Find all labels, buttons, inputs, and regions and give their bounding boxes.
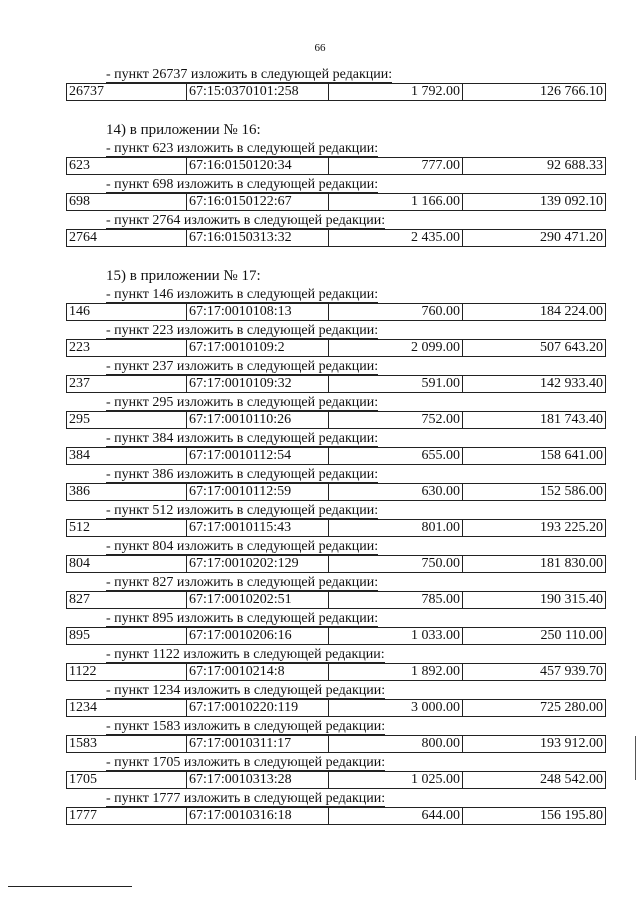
amendment-note <box>66 359 606 375</box>
table-row <box>66 555 606 573</box>
amendment-note <box>66 755 606 771</box>
area-cell: 777.00 <box>329 158 463 174</box>
cadastral-number-cell: 67:17:0010109:32 <box>187 376 329 392</box>
amendment-note-text: - пункт 623 изложить в следующей редакции: <box>106 141 379 156</box>
section-heading: 15) в приложении № 17: <box>106 268 261 284</box>
item-number-cell: 2764 <box>67 230 187 246</box>
document-body <box>66 67 606 827</box>
area-cell: 630.00 <box>329 484 463 500</box>
area-cell: 785.00 <box>329 592 463 608</box>
table-row <box>66 229 606 247</box>
amendment-note-text: - пункт 1777 изложить в следующей редакции: <box>106 791 386 806</box>
amendment-note <box>66 431 606 447</box>
cadastral-number-cell: 67:17:0010112:54 <box>187 448 329 464</box>
table-row <box>66 375 606 393</box>
amendment-note <box>66 213 606 229</box>
value-cell: 725 280.00 <box>540 700 603 715</box>
cadastral-number-cell: 67:17:0010112:59 <box>187 484 329 500</box>
area-cell: 2 099.00 <box>329 340 463 356</box>
cadastral-number-cell: 67:17:0010214:8 <box>187 664 329 680</box>
item-number-cell: 237 <box>67 376 187 392</box>
item-number-cell: 146 <box>67 304 187 320</box>
cadastral-number-cell: 67:17:0010110:26 <box>187 412 329 428</box>
area-cell: 1 792.00 <box>329 84 463 100</box>
area-cell: 800.00 <box>329 736 463 752</box>
cadastral-number-cell: 67:17:0010313:28 <box>187 772 329 788</box>
area-cell: 1 025.00 <box>329 772 463 788</box>
table-row <box>66 699 606 717</box>
value-cell: 248 542.00 <box>540 772 603 787</box>
amendment-note-text: - пункт 1583 изложить в следующей редакции: <box>106 719 386 734</box>
table-row <box>66 771 606 789</box>
table-row <box>66 157 606 175</box>
amendment-note-text: - пункт 384 изложить в следующей редакции: <box>106 431 379 446</box>
section-gap <box>66 103 606 121</box>
item-number-cell: 386 <box>67 484 187 500</box>
item-number-cell: 384 <box>67 448 187 464</box>
table-row <box>66 447 606 465</box>
value-cell: 457 939.70 <box>540 664 603 679</box>
item-number-cell: 804 <box>67 556 187 572</box>
amendment-note-text: - пункт 237 изложить в следующей редакции: <box>106 359 379 374</box>
amendment-note <box>66 177 606 193</box>
value-cell: 184 224.00 <box>540 304 603 319</box>
cadastral-number-cell: 67:17:0010220:119 <box>187 700 329 716</box>
amendment-note <box>66 683 606 699</box>
area-cell: 1 892.00 <box>329 664 463 680</box>
area-cell: 801.00 <box>329 520 463 536</box>
amendment-note <box>66 503 606 519</box>
table-row <box>66 411 606 429</box>
amendment-note <box>66 719 606 735</box>
area-cell: 760.00 <box>329 304 463 320</box>
amendment-note-text: - пункт 1122 изложить в следующей редакции: <box>106 647 385 662</box>
area-cell: 752.00 <box>329 412 463 428</box>
amendment-note-text: - пункт 512 изложить в следующей редакции: <box>106 503 379 518</box>
amendment-note <box>66 467 606 483</box>
value-cell: 290 471.20 <box>540 230 603 245</box>
page-number: 66 <box>314 42 326 54</box>
amendment-note-text: - пункт 895 изложить в следующей редакции: <box>106 611 379 626</box>
area-cell: 644.00 <box>329 808 463 824</box>
table-row <box>66 735 606 753</box>
amendment-note <box>66 67 606 83</box>
cadastral-number-cell: 67:16:0150122:67 <box>187 194 329 210</box>
footnote-divider <box>8 886 132 887</box>
item-number-cell: 895 <box>67 628 187 644</box>
section-gap <box>66 249 606 267</box>
area-cell: 2 435.00 <box>329 230 463 246</box>
item-number-cell: 698 <box>67 194 187 210</box>
amendment-note-text: - пункт 386 изложить в следующей редакции: <box>106 467 379 482</box>
cadastral-number-cell: 67:17:0010202:129 <box>187 556 329 572</box>
table-row <box>66 663 606 681</box>
amendment-note <box>66 539 606 555</box>
table-row <box>66 83 606 101</box>
item-number-cell: 1122 <box>67 664 187 680</box>
amendment-note-text: - пункт 1234 изложить в следующей редакции: <box>106 683 386 698</box>
area-cell: 1 166.00 <box>329 194 463 210</box>
item-number-cell: 1705 <box>67 772 187 788</box>
item-number-cell: 223 <box>67 340 187 356</box>
area-cell: 750.00 <box>329 556 463 572</box>
item-number-cell: 1777 <box>67 808 187 824</box>
table-row <box>66 519 606 537</box>
amendment-note-text: - пункт 146 изложить в следующей редакции: <box>106 287 379 302</box>
cadastral-number-cell: 67:16:0150120:34 <box>187 158 329 174</box>
area-cell: 655.00 <box>329 448 463 464</box>
amendment-note <box>66 287 606 303</box>
table-row <box>66 627 606 645</box>
item-number-cell: 295 <box>67 412 187 428</box>
value-cell: 142 933.40 <box>540 376 603 391</box>
cadastral-number-cell: 67:17:0010206:16 <box>187 628 329 644</box>
table-row <box>66 483 606 501</box>
amendment-note-text: - пункт 223 изложить в следующей редакции: <box>106 323 379 338</box>
value-cell: 507 643.20 <box>540 340 603 355</box>
section-heading: 14) в приложении № 16: <box>106 122 261 138</box>
item-number-cell: 623 <box>67 158 187 174</box>
value-cell: 139 092.10 <box>540 194 603 209</box>
value-cell: 193 912.00 <box>540 736 603 751</box>
value-cell: 158 641.00 <box>540 448 603 463</box>
table-row <box>66 591 606 609</box>
amendment-note-text: - пункт 804 изложить в следующей редакции: <box>106 539 379 554</box>
cadastral-number-cell: 67:17:0010108:13 <box>187 304 329 320</box>
value-cell: 156 195.80 <box>540 808 603 823</box>
table-row <box>66 193 606 211</box>
value-cell: 190 315.40 <box>540 592 603 607</box>
table-row <box>66 339 606 357</box>
amendment-note <box>66 141 606 157</box>
amendment-note <box>66 575 606 591</box>
value-cell: 193 225.20 <box>540 520 603 535</box>
cadastral-number-cell: 67:17:0010202:51 <box>187 592 329 608</box>
amendment-note <box>66 791 606 807</box>
item-number-cell: 26737 <box>67 84 187 100</box>
value-cell: 181 743.40 <box>540 412 603 427</box>
value-cell: 181 830.00 <box>540 556 603 571</box>
amendment-note-text: - пункт 26737 изложить в следующей редакции: <box>106 67 393 82</box>
value-cell: 126 766.10 <box>540 84 603 99</box>
amendment-note <box>66 647 606 663</box>
table-row <box>66 303 606 321</box>
amendment-note-text: - пункт 827 изложить в следующей редакции: <box>106 575 379 590</box>
amendment-note <box>66 611 606 627</box>
amendment-note-text: - пункт 2764 изложить в следующей редакции: <box>106 213 386 228</box>
area-cell: 1 033.00 <box>329 628 463 644</box>
amendment-note <box>66 395 606 411</box>
cadastral-number-cell: 67:17:0010316:18 <box>187 808 329 824</box>
item-number-cell: 1234 <box>67 700 187 716</box>
item-number-cell: 1583 <box>67 736 187 752</box>
area-cell: 591.00 <box>329 376 463 392</box>
item-number-cell: 827 <box>67 592 187 608</box>
cadastral-number-cell: 67:17:0010311:17 <box>187 736 329 752</box>
item-number-cell: 512 <box>67 520 187 536</box>
amendment-note <box>66 323 606 339</box>
amendment-note-text: - пункт 698 изложить в следующей редакции: <box>106 177 379 192</box>
value-cell: 92 688.33 <box>547 158 603 173</box>
value-cell: 152 586.00 <box>540 484 603 499</box>
value-cell: 250 110.00 <box>540 628 603 643</box>
area-cell: 3 000.00 <box>329 700 463 716</box>
cadastral-number-cell: 67:16:0150313:32 <box>187 230 329 246</box>
cadastral-number-cell: 67:17:0010109:2 <box>187 340 329 356</box>
scan-edge-mark <box>635 736 636 780</box>
cadastral-number-cell: 67:15:0370101:258 <box>187 84 329 100</box>
amendment-note-text: - пункт 295 изложить в следующей редакции: <box>106 395 379 410</box>
cadastral-number-cell: 67:17:0010115:43 <box>187 520 329 536</box>
amendment-note-text: - пункт 1705 изложить в следующей редакции: <box>106 755 386 770</box>
table-row <box>66 807 606 825</box>
